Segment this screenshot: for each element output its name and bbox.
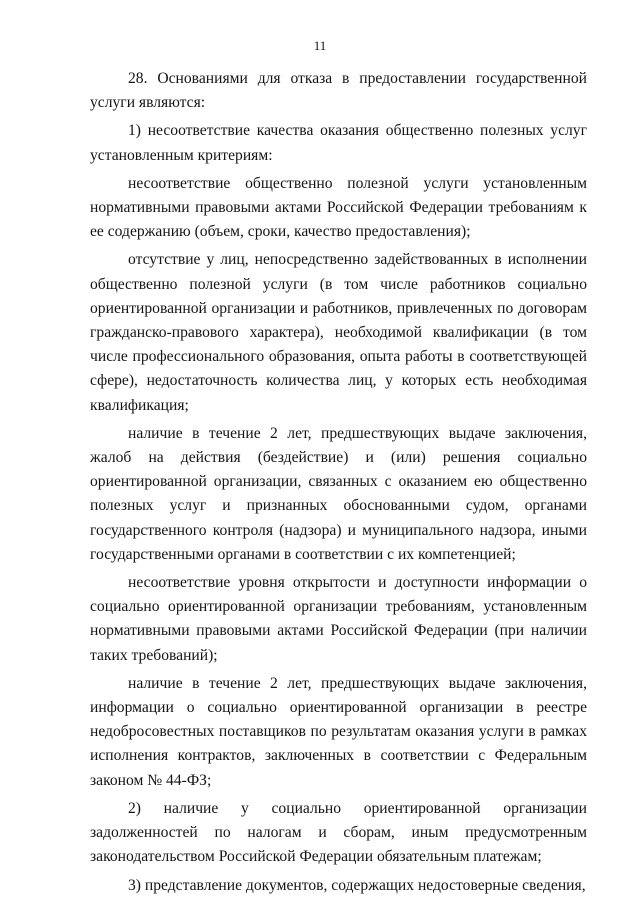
paragraph-criteria-content: несоответствие общественно полезной услуги установленным нормативными правовыми актами Российской Федерации требованиям к ее содержанию (объем, сроки, качество предоставления); — [90, 174, 587, 241]
paragraph-item-1: 1) несоответствие качества оказания общественно полезных услуг установленным критериям: — [90, 122, 587, 164]
paragraph-criteria-qualification: отсутствие у лиц, непосредственно задействованных в исполнении общественно полезной услуги (в том числе работников социально ориентированной организации и работников, привлеченных по договорам гражданско-правового характера), необходимой квалификации (в том числе профессионального образования, опыта работы в соответствующей сфере), недостаточность количества лиц, у которых есть необходимая квалификация; — [90, 251, 587, 414]
paragraph-28-intro: 28. Основаниями для отказа в предоставлении государственной услуги являются: — [90, 70, 587, 112]
paragraph-item-2: 2) наличие у социально ориентированной организации задолженностей по налогам и сборам, иным предусмотренным законодательством Российской Федерации обязательным платежам; — [90, 799, 587, 866]
paragraph-criteria-registry: наличие в течение 2 лет, предшествующих выдаче заключения, информации о социально ориентированной организации в реестре недобросовестных поставщиков по результатам оказания услуги в рамках исполнения контрактов, заключенных в соответствии с Федеральным законом № 44-ФЗ; — [90, 674, 587, 789]
paragraph-item-3: 3) представление документов, содержащих недостоверные сведения, — [128, 876, 586, 894]
paragraph-criteria-complaints: наличие в течение 2 лет, предшествующих выдаче заключения, жалоб на действия (бездействие) и (или) решения социально ориентированной организации, связанных с оказанием ею общественно полезных услуг и признанных обоснованными судом, органами государственного контроля (надзора) и муниципального надзора, иными государственными органами в соответствии с их компетенцией; — [90, 424, 587, 563]
paragraph-criteria-openness: несоответствие уровня открытости и доступности информации о социально ориентированной организации требованиям, установленным нормативными правовыми актами Российской Федерации (при наличии таких требований); — [90, 574, 587, 664]
page-number: 11 — [313, 38, 327, 53]
document-body — [90, 67, 587, 898]
